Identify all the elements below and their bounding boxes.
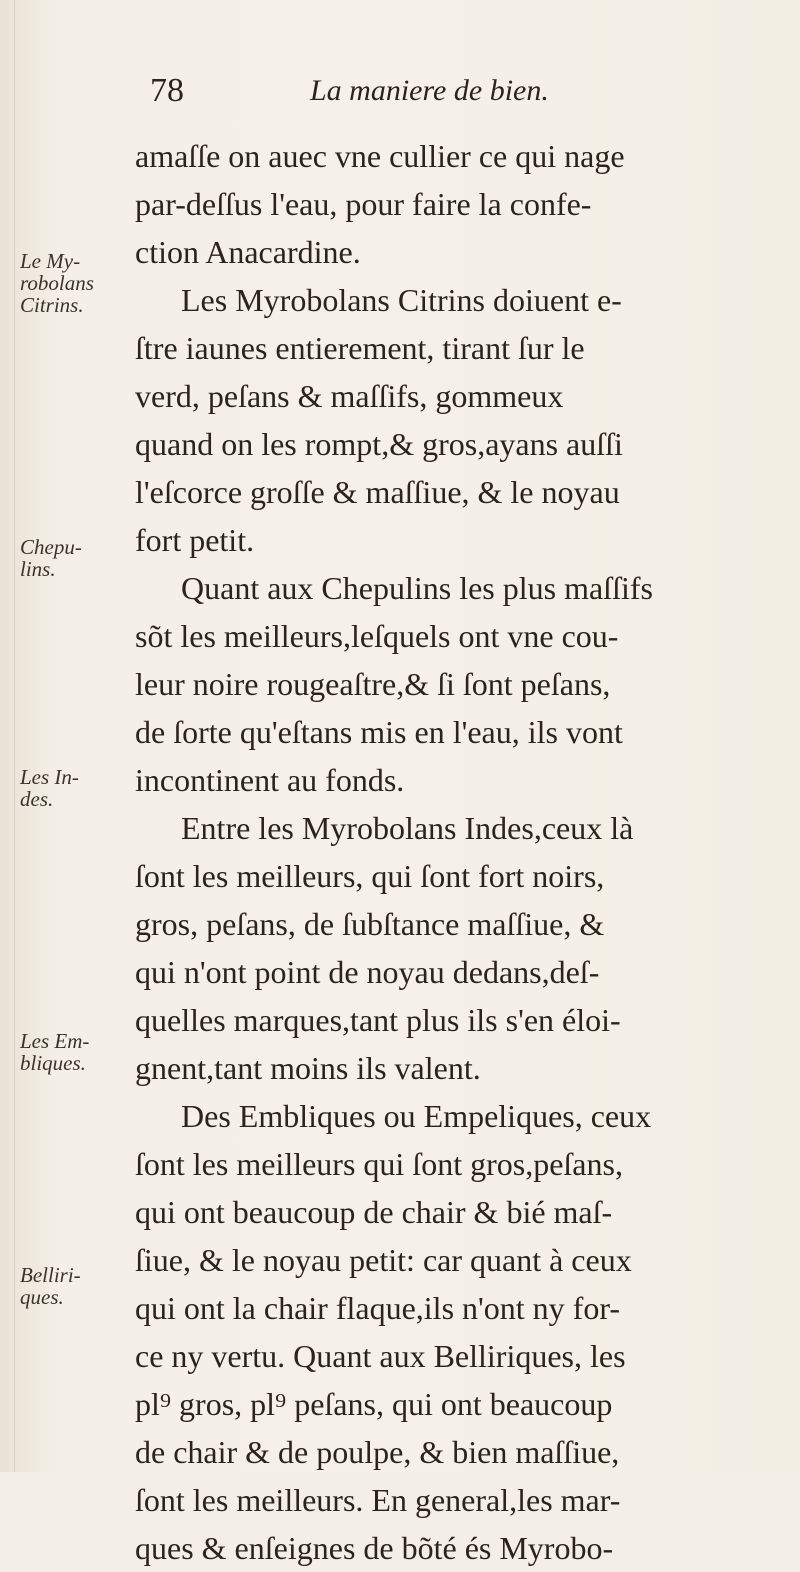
text-line: Entre les Myrobolans Indes,ceux là [181, 810, 634, 846]
text-line: incontinent au fonds. [135, 762, 405, 798]
text-line: ce ny vertu. Quant aux Belliriques, les [135, 1338, 626, 1374]
running-title: La maniere de bien. [310, 74, 549, 107]
text-line: sõt les meilleurs,leſquels ont vne cou- [135, 618, 619, 654]
margin-note-belliriques: Belliri- ques. [20, 1263, 81, 1309]
text-line: par-deſſus l'eau, pour faire la confe- [135, 186, 592, 222]
body-text [135, 132, 785, 1572]
text-line: ſont les meilleurs qui ſont gros,peſans, [135, 1146, 623, 1182]
margin-note-citrins: Le My- robolans Citrins. [20, 249, 94, 317]
text-line: gros, peſans, de ſubſtance maſſiue, & [135, 906, 605, 942]
text-line: qui n'ont point de noyau dedans,deſ- [135, 954, 600, 990]
margin-note-embliques: Les Em- bliques. [20, 1029, 90, 1075]
text-line: quelles marques,tant plus ils s'en éloi- [135, 1002, 621, 1038]
margin-note-indes: Les In- des. [20, 765, 79, 811]
text-line: ction Anacardine. [135, 234, 361, 270]
text-line: qui ont la chair flaque,ils n'ont ny for- [135, 1290, 620, 1326]
text-line: ſiue, & le noyau petit: car quant à ceux [135, 1242, 632, 1278]
margin-note-chepulins: Chepu- lins. [20, 535, 82, 581]
page-number: 78 [150, 72, 184, 109]
page-gutter [14, 0, 15, 1472]
text-line: quand on les rompt,& gros,ayans auſſi [135, 426, 623, 462]
text-line: ques & enſeignes de bõté és Myrobo- [135, 1530, 614, 1566]
text-line: ſont les meilleurs, qui ſont fort noirs, [135, 858, 605, 894]
text-line: ſont les meilleurs. En general,les mar- [135, 1482, 621, 1518]
text-line: gnent,tant moins ils valent. [135, 1050, 481, 1086]
text-line: de ſorte qu'eſtans mis en l'eau, ils vont [135, 714, 623, 750]
text-line: leur noire rougeaſtre,& ſi ſont peſans, [135, 666, 611, 702]
text-line: amaſſe on auec vne cullier ce qui nage [135, 138, 625, 174]
text-line: pl⁹ gros, pl⁹ peſans, qui ont beaucoup [135, 1386, 613, 1422]
page-header [150, 72, 770, 122]
text-line: ſtre iaunes entierement, tirant ſur le [135, 330, 585, 366]
text-line: Les Myrobolans Citrins doiuent e- [181, 282, 622, 318]
text-line: qui ont beaucoup de chair & bié maſ- [135, 1194, 613, 1230]
text-line: verd, peſans & maſſifs, gommeux [135, 378, 564, 414]
text-line: Des Embliques ou Empeliques, ceux [181, 1098, 652, 1134]
text-line: Quant aux Chepulins les plus maſſifs [181, 570, 653, 606]
text-line: l'eſcorce groſſe & maſſiue, & le noyau [135, 474, 620, 510]
text-line: fort petit. [135, 522, 255, 558]
text-line: de chair & de poulpe, & bien maſſiue, [135, 1434, 620, 1470]
